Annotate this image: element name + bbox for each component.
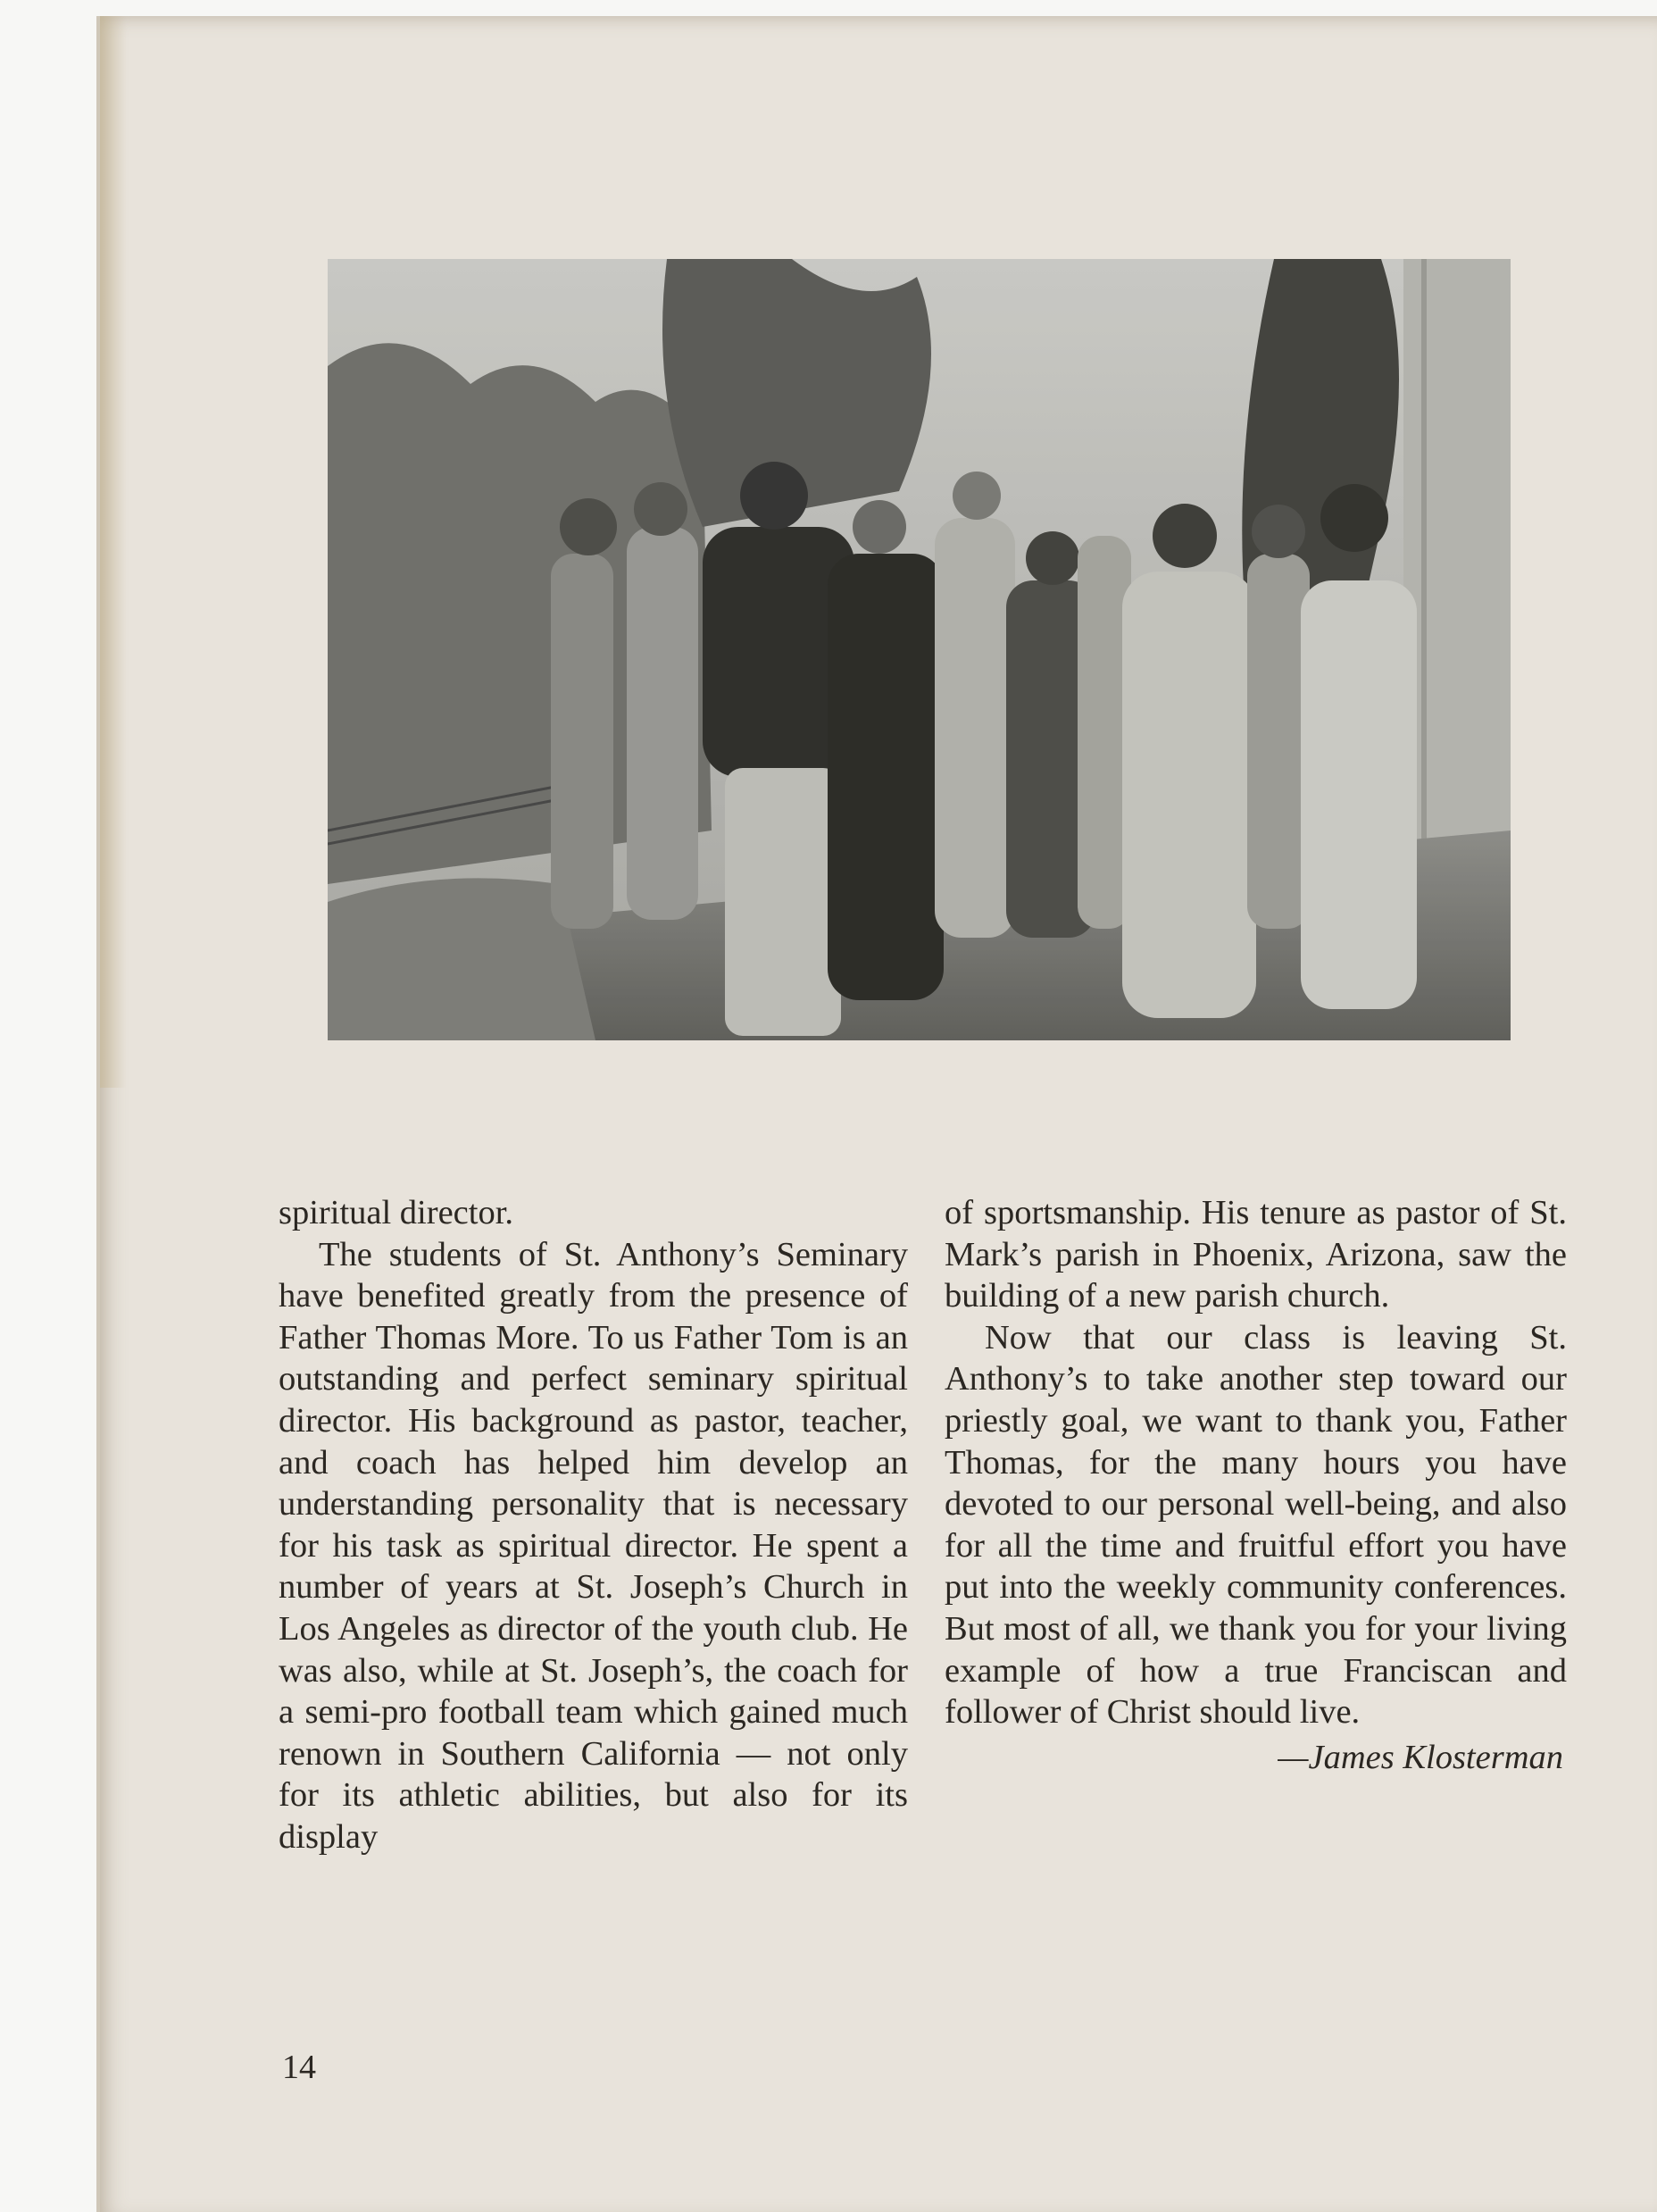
right-paragraph-2: Now that our class is leaving St. Anthony’s to take another step toward our priestly goal, we want to thank you, Father Thomas, for the many hours you have devoted to our personal well-being, and also for all the time and fruitful effort you have put into the weekly community conferences. But most of all, we thank you for your living example of how a true Franciscan and follower of Christ should live. — [945, 1318, 1567, 1732]
author-signature: —James Klosterman — [1278, 1738, 1563, 1776]
page-number: 14 — [282, 2049, 316, 2086]
left-paragraph-1: spiritual director. — [279, 1194, 514, 1231]
left-column — [279, 1192, 908, 1858]
page-edge-stain — [100, 16, 127, 1088]
right-column — [945, 1192, 1567, 1778]
group-photo — [328, 259, 1511, 1040]
left-paragraph-2: The students of St. Anthony’s Seminary have benefited greatly from the presence of Father Thomas More. To us Father Tom is an outstanding and perfect seminary spiritual director. His background as pastor, teacher, and coach has helped him develop an understanding personality that is necessary for his task as spiritual director. He spent a number of years at St. Joseph’s Church in Los Angeles as director of the youth club. He was also, while at St. Joseph’s, the coach for a semi-pro football team which gained much renown in Southern California — not only for its athletic abilities, but also for its display — [279, 1235, 908, 1856]
right-paragraph-1: of sportsmanship. His tenure as pastor of St. Mark’s parish in Phoenix, Arizona, saw the building of a new parish church. — [945, 1194, 1567, 1315]
